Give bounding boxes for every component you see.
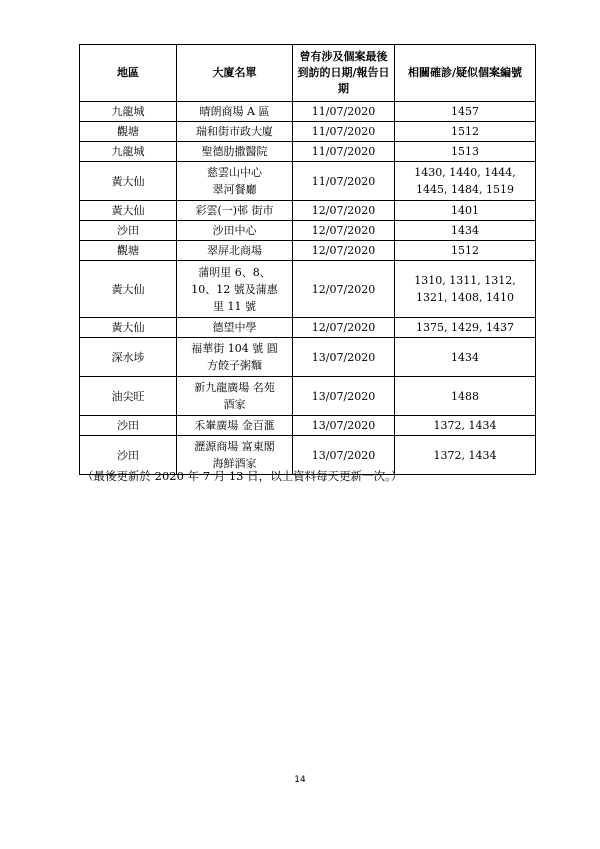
- date-cell: 13/07/2020: [293, 338, 395, 377]
- table-row: [80, 221, 536, 241]
- table-row: [80, 241, 536, 261]
- date-cell: 12/07/2020: [293, 261, 395, 318]
- case-numbers-cell: 1372, 1434: [395, 436, 536, 475]
- table-row: [80, 201, 536, 221]
- update-note: （最後更新於 2020 年 7 月 13 日，以上資料每天更新一次。）: [82, 469, 403, 483]
- building-line: 10、12 號及蒲惠: [191, 282, 278, 296]
- building-cell: 晴朗商場 A 區: [177, 102, 293, 122]
- header-date: 曾有涉及個案最後到訪的日期/報告日期: [293, 45, 395, 102]
- building-line: 蒲明里 6、8、: [198, 265, 271, 279]
- building-list-table: [79, 44, 536, 475]
- district-cell: 觀塘: [80, 122, 177, 142]
- building-cell: [177, 162, 293, 201]
- case-numbers-line: 1310, 1311, 1312,: [414, 274, 516, 287]
- date-cell: 13/07/2020: [293, 436, 395, 475]
- case-numbers-cell: 1457: [395, 102, 536, 122]
- table-row: [80, 318, 536, 338]
- case-numbers-cell: 1401: [395, 201, 536, 221]
- case-numbers-line: 1430, 1440, 1444,: [414, 166, 516, 179]
- table-row: [80, 416, 536, 436]
- date-cell: 11/07/2020: [293, 162, 395, 201]
- district-cell: 觀塘: [80, 241, 177, 261]
- case-numbers-cell: [395, 162, 536, 201]
- table-row: [80, 261, 536, 318]
- header-case-numbers: 相關確診/疑似個案編號: [395, 45, 536, 102]
- building-line: 酒家: [223, 398, 246, 411]
- district-cell: 沙田: [80, 436, 177, 475]
- date-cell: 12/07/2020: [293, 241, 395, 261]
- case-numbers-cell: 1434: [395, 221, 536, 241]
- case-numbers-cell: 1512: [395, 122, 536, 142]
- district-cell: 九龍城: [80, 142, 177, 162]
- case-numbers-cell: 1512: [395, 241, 536, 261]
- header-district: 地區: [80, 45, 177, 102]
- date-cell: 12/07/2020: [293, 221, 395, 241]
- building-cell: 禾輋廣場 金百滙: [177, 416, 293, 436]
- date-cell: 11/07/2020: [293, 142, 395, 162]
- building-line: 方餃子粥麵: [207, 359, 262, 372]
- district-cell: 黃大仙: [80, 201, 177, 221]
- district-cell: 沙田: [80, 221, 177, 241]
- case-numbers-line: 1445, 1484, 1519: [416, 183, 514, 196]
- table-row: [80, 142, 536, 162]
- district-cell: 黃大仙: [80, 162, 177, 201]
- date-cell: 12/07/2020: [293, 201, 395, 221]
- building-line: 翠河餐廳: [212, 183, 257, 196]
- district-cell: 九龍城: [80, 102, 177, 122]
- table-header-row: [80, 45, 536, 102]
- table-row: [80, 162, 536, 201]
- page-number: 14: [294, 775, 306, 785]
- date-cell: 11/07/2020: [293, 102, 395, 122]
- case-numbers-cell: 1488: [395, 377, 536, 416]
- district-cell: 油尖旺: [80, 377, 177, 416]
- building-line: 新九龍廣場 名苑: [194, 381, 275, 394]
- table-row: [80, 338, 536, 377]
- header-building: 大廈名單: [177, 45, 293, 102]
- table-row: [80, 377, 536, 416]
- building-line: 海鮮酒家: [212, 457, 257, 470]
- building-cell: 瑞和街市政大廈: [177, 122, 293, 142]
- district-cell: 黃大仙: [80, 261, 177, 318]
- case-numbers-cell: 1434: [395, 338, 536, 377]
- building-line: 福華街 104 號 圓: [191, 342, 278, 355]
- district-cell: 沙田: [80, 416, 177, 436]
- building-cell: [177, 261, 293, 318]
- district-cell: 黃大仙: [80, 318, 177, 338]
- building-cell: [177, 338, 293, 377]
- case-numbers-cell: 1375, 1429, 1437: [395, 318, 536, 338]
- building-cell: 翠屏北商場: [177, 241, 293, 261]
- building-line: 慈雲山中心: [207, 166, 262, 179]
- date-cell: 12/07/2020: [293, 318, 395, 338]
- case-numbers-cell: [395, 261, 536, 318]
- building-line: 里 11 號: [213, 299, 256, 313]
- table-row: [80, 122, 536, 142]
- date-cell: 11/07/2020: [293, 122, 395, 142]
- building-cell: 聖德肋撒醫院: [177, 142, 293, 162]
- building-cell: 德望中學: [177, 318, 293, 338]
- building-cell: [177, 377, 293, 416]
- table-row: [80, 102, 536, 122]
- date-cell: 13/07/2020: [293, 416, 395, 436]
- date-cell: 13/07/2020: [293, 377, 395, 416]
- case-numbers-cell: 1513: [395, 142, 536, 162]
- building-line: 瀝源商場 富東閣: [194, 440, 275, 453]
- building-cell: 彩雲(一)邨 街市: [177, 201, 293, 221]
- district-cell: 深水埗: [80, 338, 177, 377]
- building-cell: 沙田中心: [177, 221, 293, 241]
- case-numbers-cell: 1372, 1434: [395, 416, 536, 436]
- case-numbers-line: 1321, 1408, 1410: [416, 291, 514, 304]
